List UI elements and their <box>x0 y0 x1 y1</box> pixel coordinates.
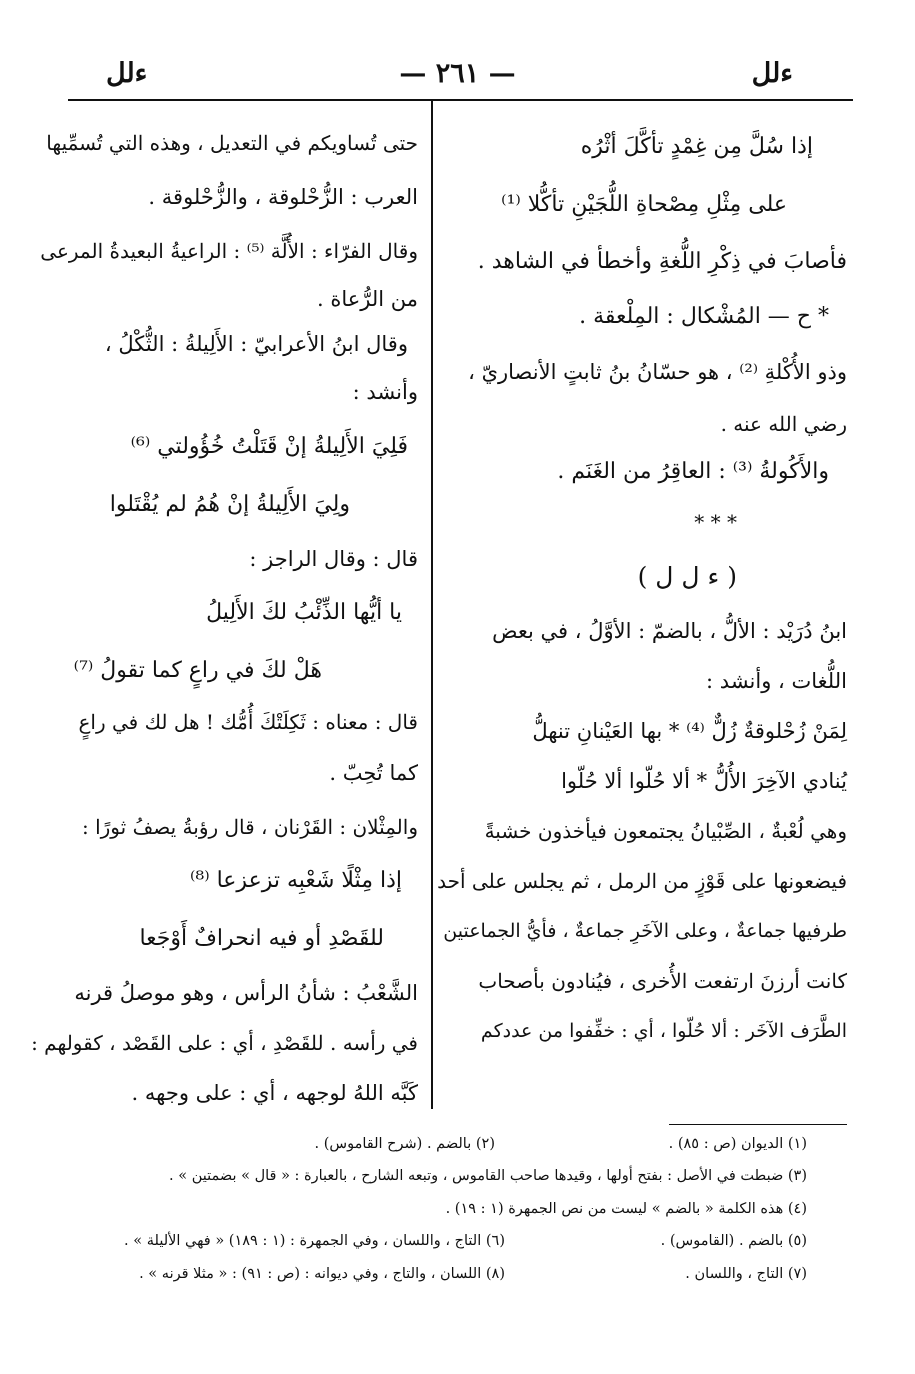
left-column-line: قال : وقال الراجز : <box>249 547 418 571</box>
right-column-line: * * * <box>694 510 737 534</box>
footnote-4: (٤) هذه الكلمة « بالضم » ليست من نص الجمهرة (١ : ١٩) . <box>445 1201 807 1217</box>
left-column-line: قال : معناه : ثَكِلَتْكَ أُمُّك ! هل لك في راعٍ <box>78 710 418 734</box>
right-column-line: والأَكُولةُ ⁽³⁾ : العاقِرُ من الغَنَم . <box>557 459 829 484</box>
header-rule <box>68 99 853 101</box>
left-column-line: الشَّعْبُ : شأنُ الرأس ، وهو موصلُ قرنه <box>74 981 418 1005</box>
left-column-line: حتى تُساويكم في التعديل ، وهذه التي تُسمِّيها <box>46 131 418 155</box>
right-column <box>437 118 847 1056</box>
footnote-5: (٥) بالضم . (القاموس) . <box>660 1233 807 1249</box>
right-column-line: على مِثْلِ مِصْحاةِ اللُّجَيْنِ تأكُّلا ⁽¹⁾ <box>501 192 787 217</box>
header-root-right: ءلل <box>751 58 793 89</box>
left-column-line: والمِثْلان : القَرْنان ، قال رؤبةُ يصفُ ثورًا : <box>82 815 418 839</box>
right-column-line: طرفيها جماعةٌ ، وعلى الآخَرِ جماعةٌ ، فأيُّ الجماعتين <box>443 920 847 942</box>
left-column-line: وأنشد : <box>352 380 418 404</box>
right-column-line: لِمَنْ زُحْلوقةٌ زُلٌّ ⁽⁴⁾ * بها العَيْنانِ تنهلُّ <box>532 719 847 743</box>
right-column-line: وذو الأُكْلةِ ⁽²⁾ ، هو حسّانُ بنُ ثابتٍ الأنصاريّ ، <box>468 360 847 384</box>
column-divider <box>431 101 433 1109</box>
right-column-line: اللُّغات ، وأنشد : <box>706 669 847 693</box>
footnote-6: (٦) التاج ، واللسان ، وفي الجمهرة : (١ : ١٨٩) « فهي الأليلة » . <box>124 1233 505 1249</box>
footnote-3: (٣) ضبطت في الأصل : بفتح أولها ، وقيدها صاحب القاموس ، وتبعه الشارح ، بالعبارة : « قال » بضمتين » . <box>169 1168 807 1184</box>
left-column-line: إذا مِثْلًا شَعْبِه تزعزعا ⁽⁸⁾ <box>189 868 402 893</box>
left-column <box>31 118 418 1118</box>
right-column-line: * ح — المُشْكال : المِلْعقة . <box>579 304 829 329</box>
left-column-line: من الرُّعاة . <box>316 287 418 311</box>
left-column-line: فَلِيَ الأَلِيلةُ إنْ قَتَلْتُ خُؤُولتي ⁽⁶⁾ <box>130 434 408 459</box>
right-column-line: ابنُ دُرَيْد : الألُّ ، بالضمّ : الأوَّلُ ، في بعض <box>492 619 847 643</box>
right-column-line: وهي لُعْبةٌ ، الصِّبْيانُ يجتمعون فيأخذون خشبةً <box>484 819 847 843</box>
left-column-line: كَبَّه اللهُ لوجهه ، أي : على وجهه . <box>131 1081 418 1105</box>
right-column-line: الطَّرَف الآخَر : ألا حُلّوا ، أي : خفِّفوا من عددكم <box>480 1020 847 1042</box>
footnote-7: (٧) التاج ، واللسان . <box>685 1266 807 1282</box>
left-column-line: وقال ابنُ الأعرابيّ : الأَلِيلةُ : الثُّكْلُ ، <box>104 332 408 356</box>
header-root-left: ءلل <box>106 58 148 89</box>
left-column-line: هَلْ لكَ في راعٍ كما تقولُ ⁽⁷⁾ <box>73 658 322 683</box>
right-column-line: يُنادي الآخِرَ الأُلُّ * ألا حُلّوا ألا حُلّوا <box>561 769 847 793</box>
footnote-1: (١) الديوان (ص : ٨٥) . <box>668 1136 807 1152</box>
page-number-text: — ٢٦١ — <box>399 58 516 89</box>
left-column-line: وقال الفرّاء : الأُلَّة ⁽⁵⁾ : الراعيةُ البعيدةُ المرعى <box>40 239 418 263</box>
footnote-8: (٨) اللسان ، والتاج ، وفي ديوانه : (ص : ٩١) : « مثلا قرنه » . <box>139 1266 505 1282</box>
left-column-line: في رأسه . للقَصْدِ ، أي : على القَصْد ، كقولهم : <box>31 1031 418 1055</box>
right-column-line: ( ء ل ل ) <box>637 562 737 591</box>
right-column-line: إذا سُلَّ مِن غِمْدٍ تأكَّلَ أثْرُه <box>580 134 813 159</box>
left-column-line: كما تُحِبّ . <box>329 761 418 785</box>
left-column-line: ولِيَ الأَلِيلةُ إنْ هُمُ لم يُقْتَلوا <box>109 492 350 517</box>
right-column-line: فأصابَ في ذِكْرِ اللُّغةِ وأخطأ في الشاهد . <box>477 249 847 274</box>
right-column-line: رضي الله عنه . <box>720 412 847 436</box>
right-column-line: كانت أرزنَ ارتفعت الأُخرى ، فيُنادون بأصحاب <box>478 969 847 993</box>
right-column-line: فيضعونها على قَوْزٍ من الرمل ، ثم يجلس على أحد <box>437 869 847 893</box>
footnote-rule <box>669 1124 847 1125</box>
left-column-line: العرب : الزُّحْلوقة ، والزُّحْلوقة . <box>148 185 418 209</box>
left-column-line: للقَصْدِ أو فيه انحرافٌ أَوْجَعا <box>139 926 384 951</box>
footnote-2: (٢) بالضم . (شرح القاموس) . <box>314 1136 495 1152</box>
left-column-line: يا أيُّها الذِّئْبُ لكَ الأَلِيلُ <box>206 600 402 625</box>
